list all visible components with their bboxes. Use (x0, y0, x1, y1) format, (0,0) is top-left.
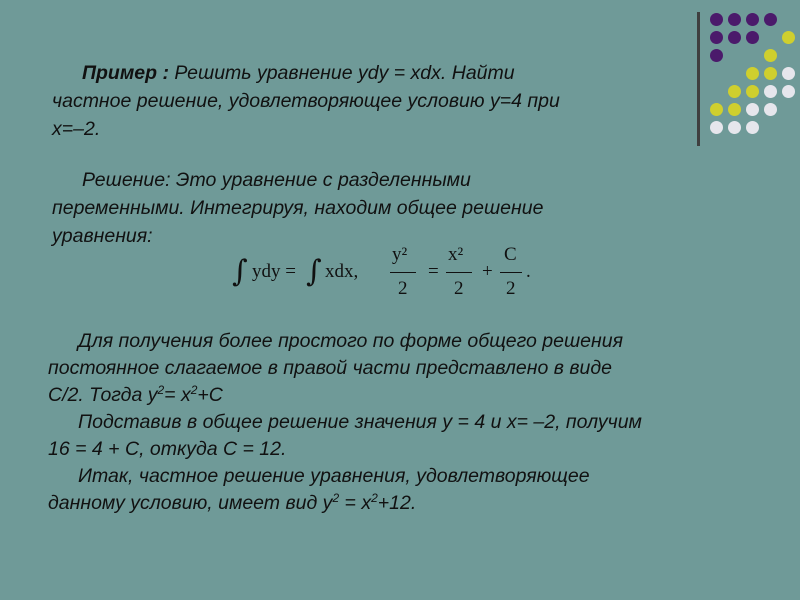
decorative-dot (782, 85, 795, 98)
decorative-dot (710, 31, 723, 44)
body-p1-line-3 (48, 383, 223, 407)
example-text: Решить уравнение ydy = xdx. Найти (174, 62, 515, 84)
equals-sign: = (428, 261, 439, 282)
fraction-2-numerator: x² (448, 244, 464, 265)
fraction-1-bar (390, 272, 416, 273)
body-p2-line-1: Подставив в общее решение значения y = 4 и x= –2, получим (78, 411, 642, 433)
decorative-dot (764, 85, 777, 98)
decorative-dot (746, 13, 759, 26)
solution-line-2: переменными. Интегрируя, находим общее решение (52, 197, 544, 219)
body-p1-line-2: постоянное слагаемое в правой части представлено в виде (48, 357, 612, 379)
body-p3-line-2-text-b: = x (339, 492, 372, 514)
formula-period: . (526, 261, 531, 282)
body-p1-line-3-text-c: +C (197, 384, 223, 406)
decorative-dot (764, 103, 777, 116)
fraction-3-numerator: C (504, 244, 517, 265)
body-p1-line-3-text-a: С/2. Тогда y (48, 384, 158, 406)
example-line-1 (82, 61, 515, 85)
decorative-dot (764, 67, 777, 80)
exponent: 2 (371, 491, 378, 505)
fraction-2-denominator: 2 (454, 278, 464, 299)
lhs-right: xdx, (325, 261, 359, 282)
decorative-dot (746, 31, 759, 44)
decorative-dot (728, 31, 741, 44)
example-line-2: частное решение, удовлетворяющее условию y=4 при (52, 90, 560, 112)
integral-sign-2: ∫ (306, 254, 322, 289)
fraction-3-bar (500, 272, 522, 273)
decorative-dot (764, 13, 777, 26)
exponent: 2 (157, 383, 165, 397)
decorative-dot (710, 49, 723, 62)
example-line-3: x=–2. (52, 118, 101, 140)
decorative-dot (728, 13, 741, 26)
decorative-dot (746, 85, 759, 98)
decorative-dot (728, 121, 741, 134)
solution-line-3: уравнения: (52, 225, 153, 247)
decorative-dot (728, 85, 741, 98)
decorative-dot (764, 49, 777, 62)
fraction-2-bar (446, 272, 472, 273)
body-p2-line-2: 16 = 4 + C, откуда C = 12. (48, 438, 287, 460)
decorative-dot (710, 13, 723, 26)
general-solution-formula (230, 243, 540, 307)
fraction-1-denominator: 2 (398, 278, 408, 299)
body-p1-line-3-text-b: = x (164, 384, 191, 406)
decorative-dot (746, 121, 759, 134)
decorative-dot (728, 103, 741, 116)
exponent: 2 (332, 491, 340, 505)
fraction-3-denominator: 2 (506, 278, 516, 299)
plus-sign: + (482, 261, 493, 282)
body-p3-line-2-text-a: данному условию, имеет вид y (48, 492, 333, 514)
decorative-dot (710, 103, 723, 116)
lhs-left: ydy = (252, 261, 296, 282)
solution-line-1: Решение: Это уравнение с разделенными (82, 169, 471, 191)
body-p3-line-2-text-c: +12. (377, 492, 417, 514)
example-label: Пример : (82, 62, 169, 84)
integral-sign-1: ∫ (232, 254, 248, 289)
body-p3-line-1: Итак, частное решение уравнения, удовлетворяющее (78, 465, 590, 487)
decorative-dot (782, 31, 795, 44)
decorative-dot (746, 103, 759, 116)
decorative-dot (746, 67, 759, 80)
body-p3-line-2 (48, 491, 416, 515)
decorative-dot (710, 121, 723, 134)
decorative-dot (782, 67, 795, 80)
body-p1-line-1: Для получения более простого по форме общего решения (78, 330, 624, 352)
fraction-1-numerator: y² (392, 244, 408, 265)
exponent: 2 (190, 383, 198, 397)
